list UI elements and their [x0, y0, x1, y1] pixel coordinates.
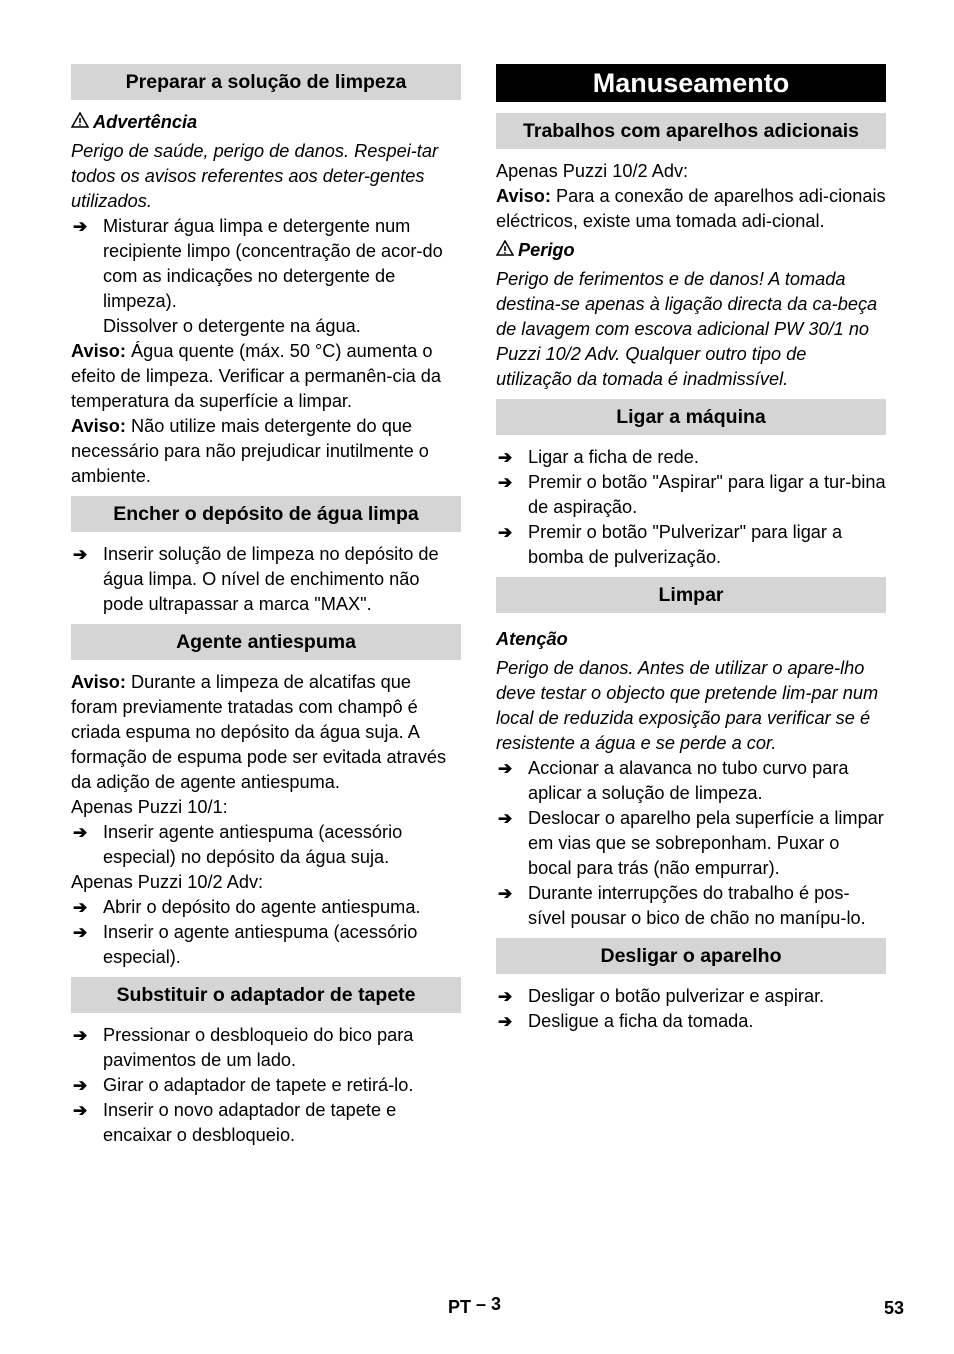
- arrow-right-icon: ➔: [498, 809, 513, 828]
- step-item: ➔ Inserir o agente antiespuma (acessório especial).: [73, 922, 418, 967]
- warning-text: Perigo de saúde, perigo de danos. Respei-tar todos os avisos referentes aos deter-gentes utilizados.: [71, 141, 439, 211]
- step-item: ➔ Inserir solução de limpeza no depósito de água limpa. O nível de enchimento não pode ultrapassar a marca "MAX".: [73, 544, 439, 614]
- arrow-right-icon: ➔: [498, 523, 513, 542]
- danger-heading: Perigo: [496, 238, 886, 263]
- arrow-right-icon: ➔: [73, 545, 88, 564]
- arrow-right-icon: ➔: [73, 923, 88, 942]
- section-heading-switch-off: Desligar o aparelho: [496, 938, 886, 974]
- model-note: Apenas Puzzi 10/2 Adv:: [496, 161, 689, 181]
- chapter-heading: Manuseamento: [496, 64, 886, 102]
- note-paragraph: Aviso: Não utilize mais detergente do que necessário para não prejudicar inutilmente o ambiente.: [71, 416, 429, 486]
- model-note: Apenas Puzzi 10/2 Adv:: [71, 872, 264, 892]
- section-heading-antifoam: Agente antiespuma: [71, 624, 461, 660]
- section-heading-clean: Limpar: [496, 577, 886, 613]
- arrow-right-icon: ➔: [73, 823, 88, 842]
- step-item: ➔ Desligue a ficha da tomada.: [496, 1009, 886, 1034]
- step-item: ➔ Durante interrupções do trabalho é pos-sível pousar o bico de chão no manípu-lo.: [498, 883, 866, 928]
- attention-text: Perigo de danos. Antes de utilizar o apare-lho deve testar o objecto que pretende lim-par num local de reduzida exposição para verificar se é resistente a água e se perde a cor.: [496, 658, 879, 753]
- note-paragraph: Aviso: Água quente (máx. 50 °C) aumenta o efeito de limpeza. Verificar a permanên-cia da temperatura da superfície a limpar.: [71, 341, 442, 411]
- step-item: ➔ Desligar o botão pulverizar e aspirar.: [496, 984, 886, 1009]
- page-number: 53: [884, 1298, 905, 1318]
- arrow-right-icon: ➔: [73, 1101, 88, 1120]
- step-item: ➔ Pressionar o desbloqueio do bico para pavimentos de um lado.: [73, 1025, 414, 1070]
- step-item: ➔ Ligar a ficha de rede.: [496, 445, 886, 470]
- arrow-right-icon: ➔: [498, 448, 513, 467]
- danger-text: Perigo de ferimentos e de danos! A tomada destina-se apenas à ligação directa da ca-beça de lavagem com escova adicional PW 30/1 no Puzzi 10/2 Adv. Qualquer outro tipo de utilização da tomada é inadmissível.: [496, 269, 878, 389]
- arrow-right-icon: ➔: [73, 1076, 88, 1095]
- note-paragraph: Aviso: Durante a limpeza de alcatifas que foram previamente tratadas com champô é criada espuma no depósito da água suja. A formação de espuma pode ser evitada através da adição de agente antiespuma.: [71, 672, 447, 792]
- section-heading-accessories: Trabalhos com aparelhos adicionais: [496, 113, 886, 149]
- step-item: ➔ Premir o botão "Pulverizar" para ligar a bomba de pulverização.: [498, 522, 843, 567]
- note-paragraph: Aviso: Para a conexão de aparelhos adi-cionais eléctricos, existe uma tomada adi-cional.: [496, 186, 886, 231]
- step-item: ➔ Misturar água limpa e detergente num recipiente limpo (concentração de acor-do com as indicações no detergente de limpeza).: [73, 216, 443, 311]
- step-continuation: Dissolver o detergente na água.: [103, 316, 361, 336]
- arrow-right-icon: ➔: [73, 1026, 88, 1045]
- step-item: ➔ Inserir agente antiespuma (acessório especial) no depósito da água suja.: [73, 822, 403, 867]
- arrow-right-icon: ➔: [498, 759, 513, 778]
- arrow-right-icon: ➔: [498, 884, 513, 903]
- arrow-right-icon: ➔: [73, 898, 88, 917]
- attention-heading: Atenção: [496, 629, 568, 649]
- step-item: ➔ Inserir o novo adaptador de tapete e encaixar o desbloqueio.: [73, 1100, 397, 1145]
- section-heading-replace-adapter: Substituir o adaptador de tapete: [71, 977, 461, 1013]
- left-column: [71, 64, 461, 1148]
- step-item: ➔ Abrir o depósito do agente antiespuma.: [71, 895, 461, 920]
- section-heading-fill-tank: Encher o depósito de água limpa: [71, 496, 461, 532]
- step-item: ➔ Deslocar o aparelho pela superfície a limpar em vias que se sobreponham. Puxar o bocal para trás (não empurrar).: [498, 808, 884, 878]
- model-note: Apenas Puzzi 10/1:: [71, 797, 228, 817]
- footer-language-page: PT – 3: [448, 1294, 502, 1317]
- right-column: [496, 64, 886, 1034]
- arrow-right-icon: ➔: [498, 1012, 513, 1031]
- warning-triangle-icon: [496, 238, 518, 263]
- arrow-right-icon: ➔: [73, 217, 88, 236]
- step-item: ➔ Premir o botão "Aspirar" para ligar a tur-bina de aspiração.: [498, 472, 886, 517]
- step-item: ➔ Girar o adaptador de tapete e retirá-lo.: [71, 1073, 461, 1098]
- section-heading-prepare-solution: Preparar a solução de limpeza: [71, 64, 461, 100]
- arrow-right-icon: ➔: [498, 987, 513, 1006]
- section-heading-switch-on: Ligar a máquina: [496, 399, 886, 435]
- warning-heading: Advertência: [71, 110, 461, 135]
- step-item: ➔ Accionar a alavanca no tubo curvo para aplicar a solução de limpeza.: [498, 758, 849, 803]
- arrow-right-icon: ➔: [498, 473, 513, 492]
- warning-triangle-icon: [71, 110, 93, 135]
